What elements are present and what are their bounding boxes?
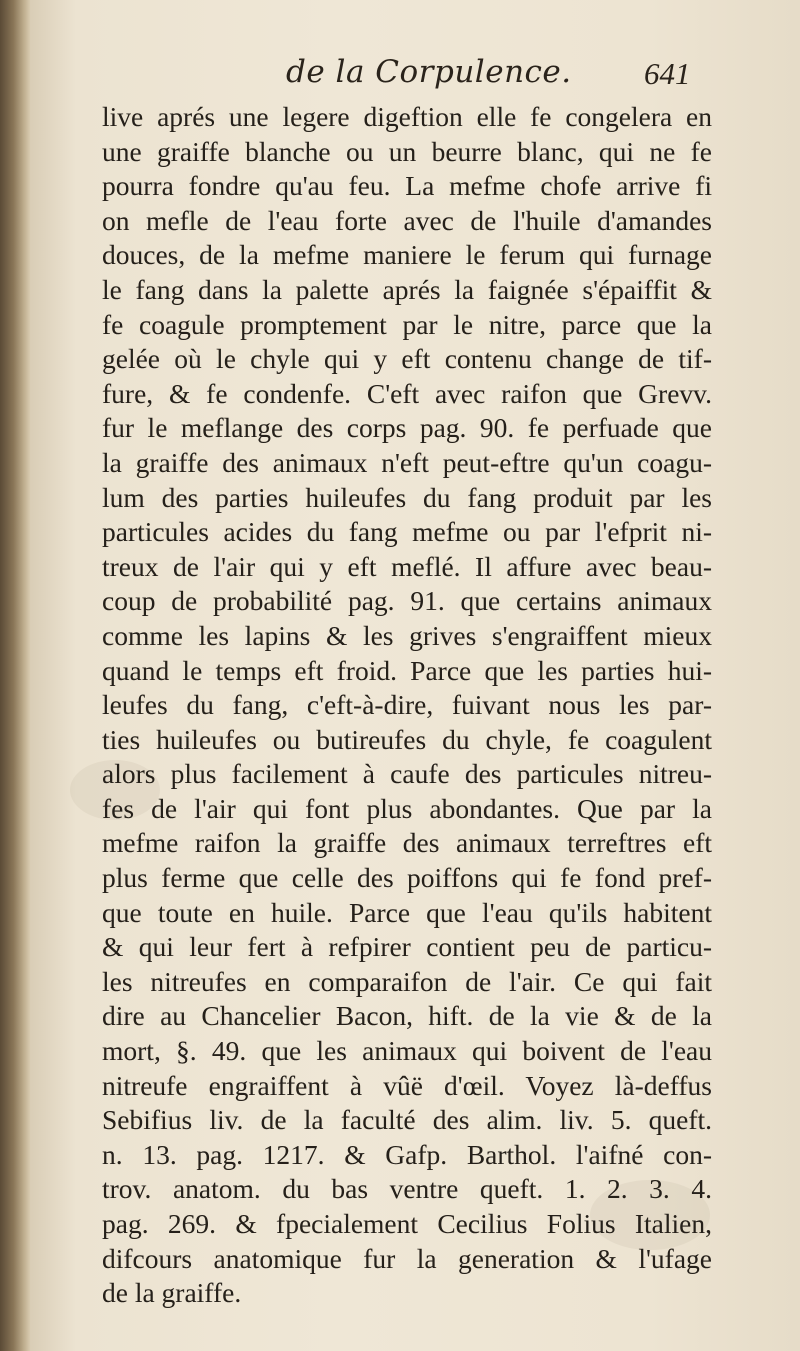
text-line: ties huileufes ou butireufes du chyle, fe coagulent [102,723,712,755]
page-number: 641 [644,56,691,91]
text-line: dire au Chancelier Bacon, hift. de la vie & de la [102,1000,712,1032]
text-line: fure, & fe condenfe. C'eft avec raifon que Grevv. [102,377,712,409]
text-line: fes de l'air qui font plus abondantes. Que par la [102,792,712,824]
text-line: la graiffe des animaux n'eft peut-eftre qu'un coagu- [102,446,712,478]
text-line: douces, de la mefme maniere le ferum qui furnage [102,239,712,271]
text-line: live aprés une legere digeftion elle fe congelera en [102,101,712,132]
text-line: difcours anatomique fur la generation & l'ufage [102,1242,712,1274]
text-line: lum des parties huileufes du fang produit par les [102,481,712,513]
text-line: comme les lapins & les grives s'engraiffent mieux [102,619,712,651]
text-line: trov. anatom. du bas ventre queft. 1. 2. 3. 4. [102,1173,712,1205]
text-line: coup de probabilité pag. 91. que certains animaux [102,585,712,617]
text-line: treux de l'air qui y eft meflé. Il affure avec beau- [102,550,712,582]
text-line: alors plus facilement à caufe des particules nitreu- [102,758,712,790]
text-line: & qui leur fert à refpirer contient peu de particu- [102,931,712,963]
text-line: plus ferme que celle des poiffons qui fe fond pref- [102,862,712,894]
text-line: pourra fondre qu'au feu. La mefme chofe arrive fi [102,170,712,202]
text-line: le fang dans la palette aprés la faignée s'épaiffit & [102,273,712,305]
text-line: leufes du fang, c'eft-à-dire, fuivant nous les par- [102,689,712,721]
page-header [0,48,800,98]
text-line: pag. 269. & fpecialement Cecilius Folius Italien, [102,1208,712,1239]
text-line: mefme raifon la graiffe des animaux terreftres eft [102,827,712,859]
text-line: de la graiffe. [102,1277,242,1309]
text-line: que toute en huile. Parce que l'eau qu'ils habitent [102,896,712,928]
text-line: particules acides du fang mefme ou par l'efprit ni- [102,516,712,548]
text-line: une graiffe blanche ou un beurre blanc, qui ne fe [102,135,712,167]
text-line: quand le temps eft froid. Parce que les parties hui- [102,654,712,686]
text-line: mort, §. 49. que les animaux qui boivent de l'eau [102,1035,712,1067]
text-line: on mefle de l'eau forte avec de l'huile d'amandes [102,204,712,236]
book-binding-shadow [0,0,30,1351]
text-line: gelée où le chyle qui y eft contenu change de tif- [102,343,712,375]
text-line: fe coagule promptement par le nitre, parce que la [102,308,712,340]
text-line: les nitreufes en comparaifon de l'air. Ce qui fait [102,965,712,997]
text-line: n. 13. pag. 1217. & Gafp. Barthol. l'aifné con- [102,1138,712,1170]
body-text [102,100,712,1311]
text-line: Sebifius liv. de la faculté des alim. liv. 5. queft. [102,1104,712,1136]
running-head: de la Corpulence. [286,54,572,90]
text-line: fur le meflange des corps pag. 90. fe perfuade que [102,412,712,444]
text-line: nitreufe engraiffent à vûë d'œil. Voyez là-deffus [102,1069,712,1101]
